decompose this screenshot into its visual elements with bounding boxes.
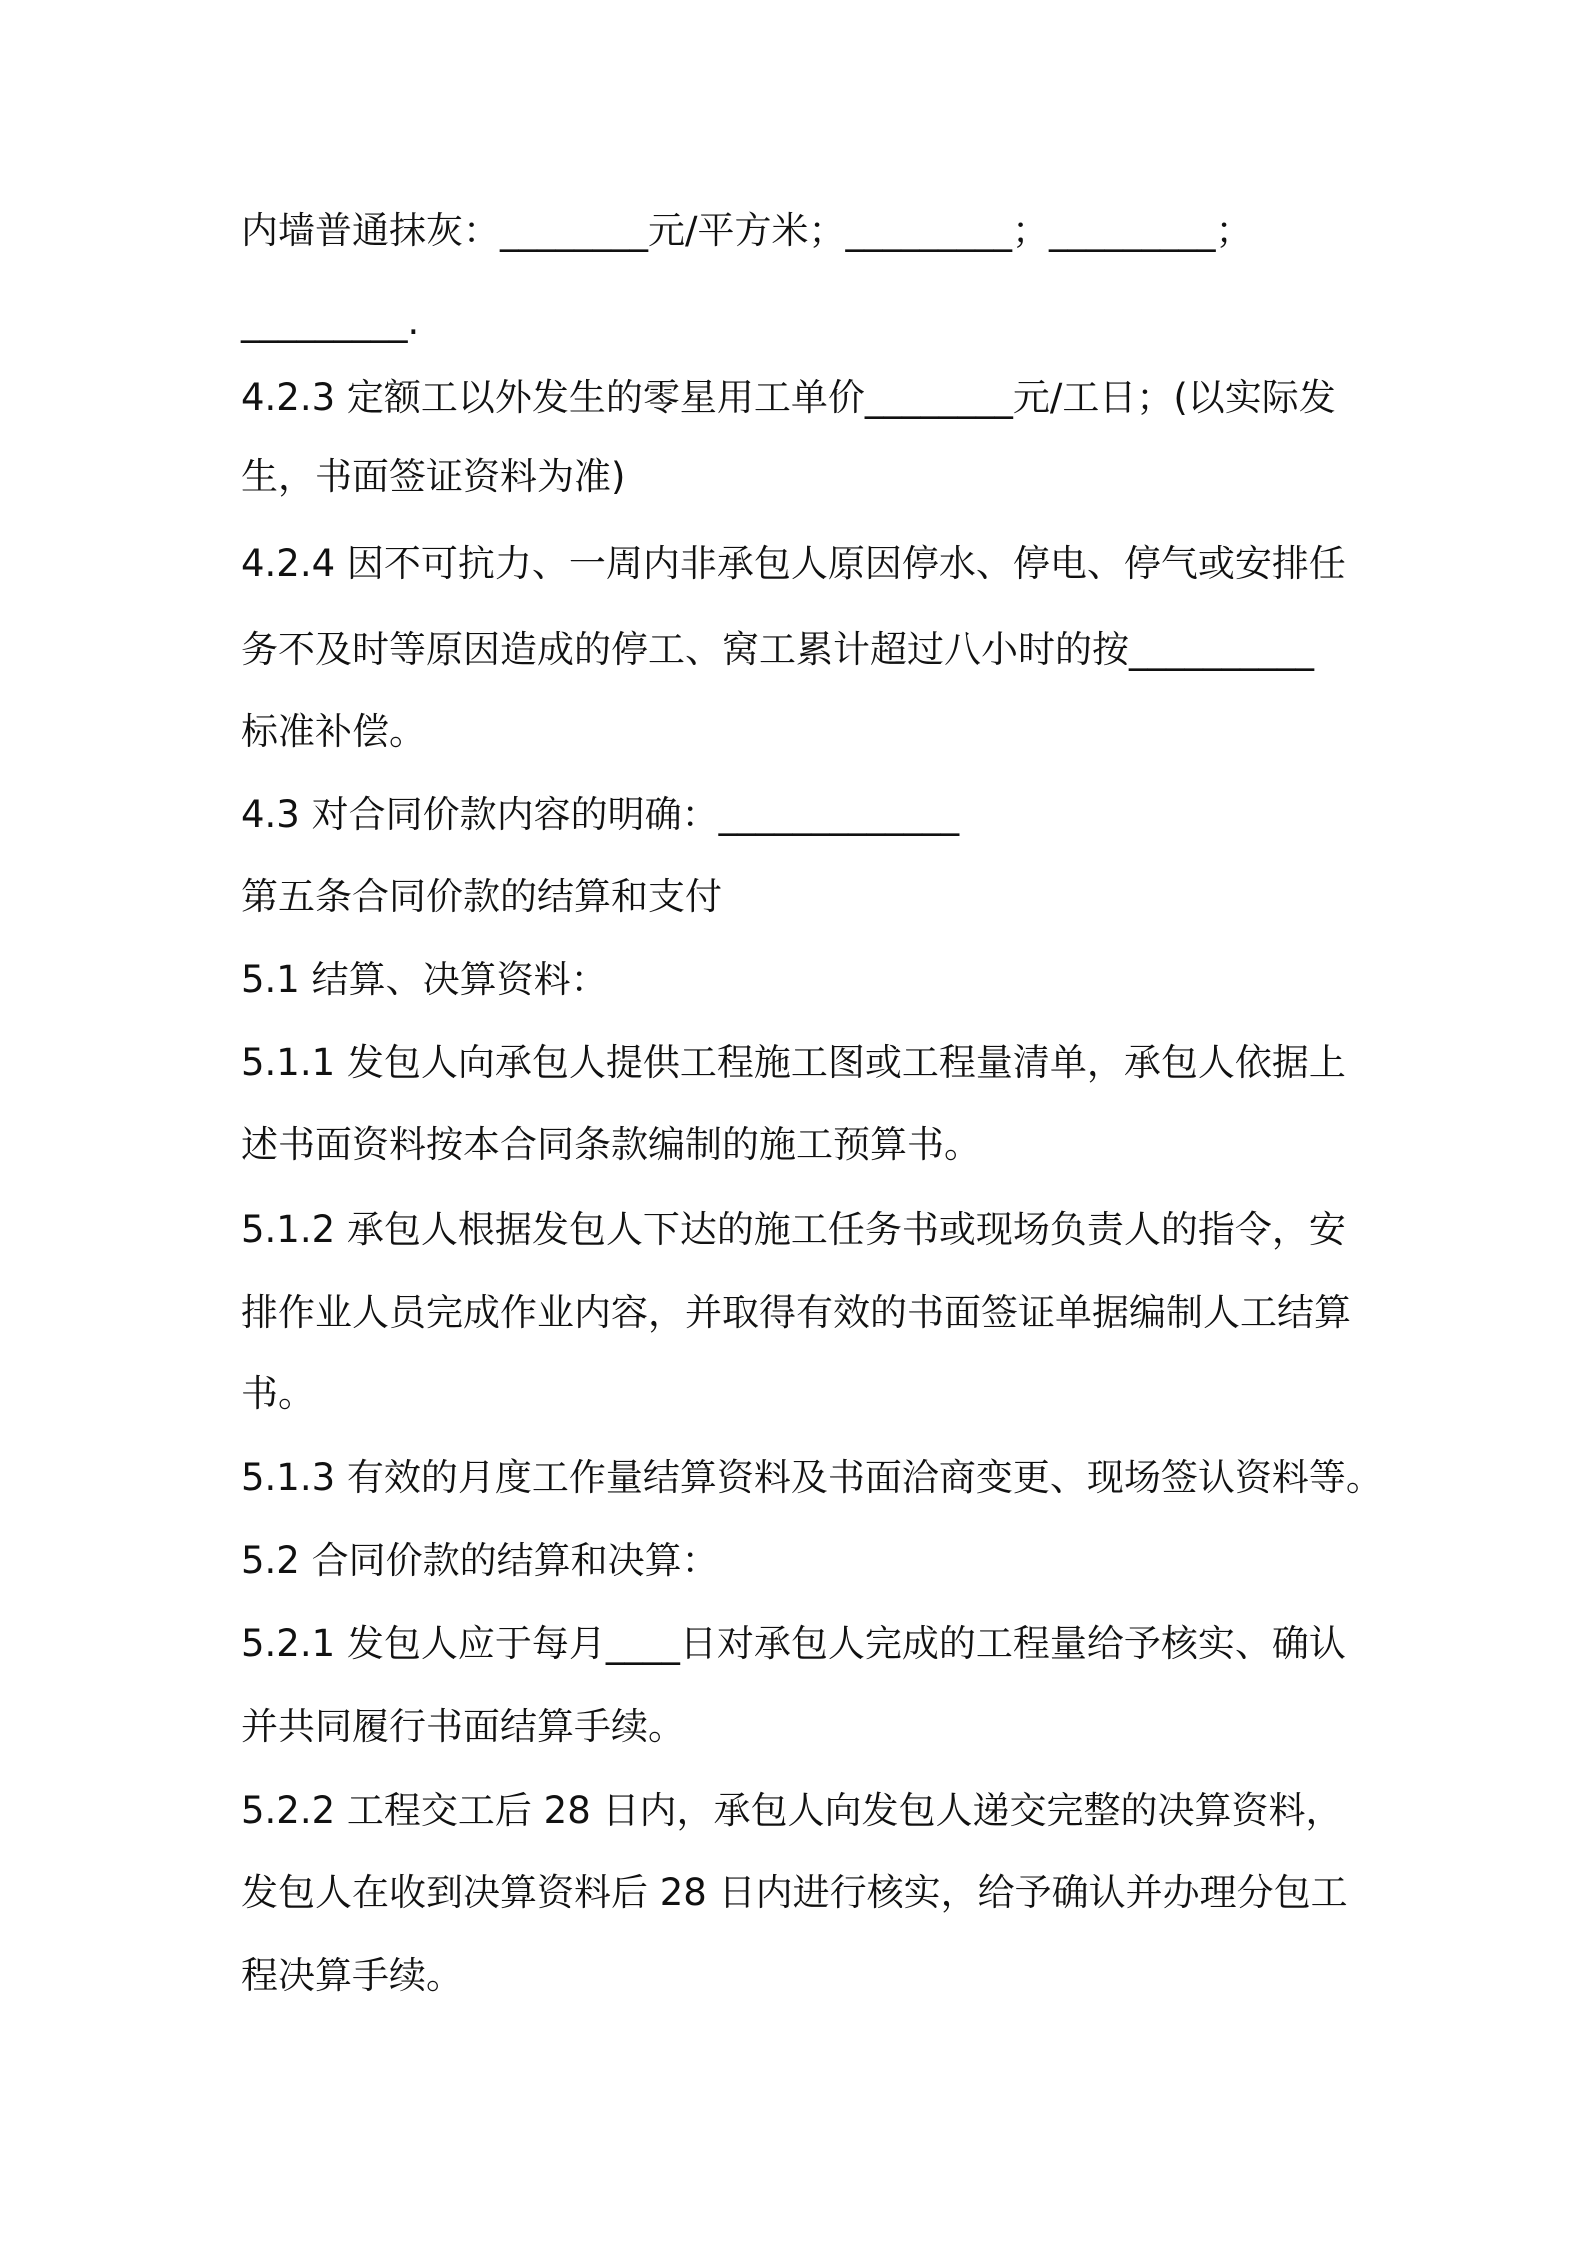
- text-line-3: 4.2.3 定额工以外发生的零星用工单价________元/工日；(以实际发: [241, 376, 1336, 419]
- text-line-1: 内墙普通抹灰：________元/平方米；_________；_________；: [241, 209, 1253, 252]
- text-line-8: 4.3 对合同价款内容的明确：_____________: [241, 793, 960, 836]
- text-line-13: 5.1.2 承包人根据发包人下达的施工任务书或现场负责人的指令，安: [241, 1208, 1346, 1251]
- text-line-9: 第五条合同价款的结算和支付: [241, 875, 722, 918]
- text-line-2: _________.: [241, 300, 420, 343]
- text-line-10: 5.1 结算、决算资料：: [241, 958, 608, 1001]
- text-line-20: 5.2.2 工程交工后 28 日内，承包人向发包人递交完整的决算资料，: [241, 1789, 1343, 1832]
- text-line-19: 并共同履行书面结算手续。: [241, 1705, 685, 1748]
- text-line-22: 程决算手续。: [241, 1954, 463, 1997]
- text-line-6: 务不及时等原因造成的停工、窝工累计超过八小时的按__________: [241, 628, 1314, 671]
- text-line-18: 5.2.1 发包人应于每月____日对承包人完成的工程量给予核实、确认: [241, 1622, 1346, 1665]
- text-line-17: 5.2 合同价款的结算和决算：: [241, 1539, 719, 1582]
- text-line-11: 5.1.1 发包人向承包人提供工程施工图或工程量清单，承包人依据上: [241, 1041, 1346, 1084]
- text-line-5: 4.2.4 因不可抗力、一周内非承包人原因停水、停电、停气或安排任: [241, 542, 1346, 585]
- text-line-21: 发包人在收到决算资料后 28 日内进行核实，给予确认并办理分包工: [241, 1871, 1348, 1914]
- text-line-14: 排作业人员完成作业内容，并取得有效的书面签证单据编制人工结算: [241, 1291, 1351, 1334]
- text-line-4: 生，书面签证资料为准): [241, 455, 626, 498]
- text-line-16: 5.1.3 有效的月度工作量结算资料及书面洽商变更、现场签认资料等。: [241, 1456, 1383, 1499]
- text-line-15: 书。: [241, 1372, 315, 1415]
- text-line-7: 标准补偿。: [241, 710, 426, 753]
- text-line-12: 述书面资料按本合同条款编制的施工预算书。: [241, 1123, 981, 1166]
